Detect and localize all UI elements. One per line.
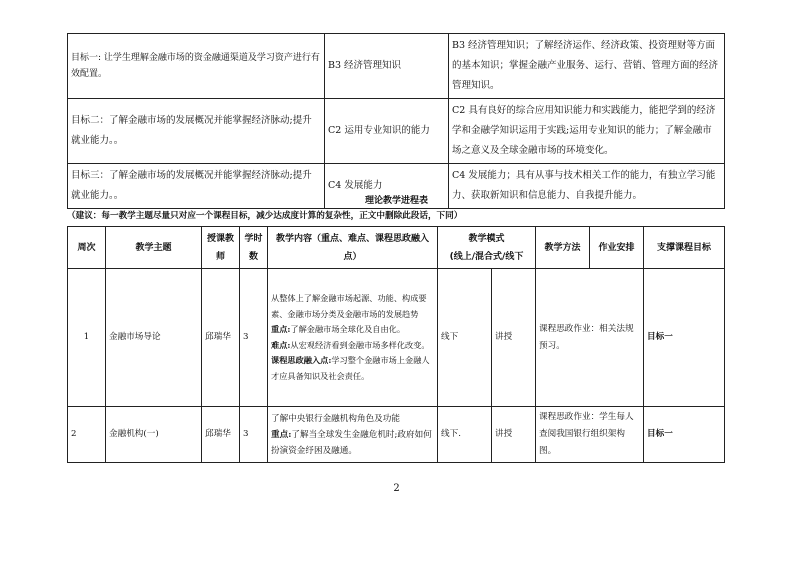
difficulty-label: 难点:	[271, 339, 291, 350]
table-row	[68, 407, 725, 463]
ideology-label: 课程思政融入点:	[271, 355, 332, 365]
header-mode-sub: (线上/混合式/线下	[449, 251, 524, 262]
goal-code: C4 发展能力	[325, 164, 449, 209]
content-cell	[268, 407, 438, 463]
goal-code: C2 运用专业知识的能力	[325, 99, 449, 164]
method-cell: 讲授	[492, 407, 536, 463]
week-cell: 2	[68, 407, 106, 463]
goal-row	[68, 99, 725, 164]
header-method: 教学方法	[536, 227, 590, 269]
teacher-cell: 邱瑞华	[202, 407, 240, 463]
homework-cell: 课程思政作业：学生每人查阅我国银行组织架构图。	[536, 407, 644, 463]
key-label: 重点:	[271, 429, 292, 440]
header-mode-title: 教学模式	[468, 233, 505, 244]
header-hours: 学时数	[240, 227, 268, 269]
mode-cell: 线下.	[438, 407, 492, 463]
teaching-schedule-table	[67, 226, 725, 463]
header-target: 支撑课程目标	[644, 227, 725, 269]
content-intro: 了解中央银行金融机构角色及功能	[271, 413, 400, 424]
teacher-cell: 邱瑞华	[202, 269, 240, 407]
goal-text: 目标三：了解金融市场的发展概况并能掌握经济脉动;提升就业能力。。	[68, 164, 325, 209]
goal-desc: C2 具有良好的综合应用知识能力和实践能力，能把学到的经济学和金融学知识运用于实践;运用专业知识的能力；了解金融市场之意义及全球金融市场的环境变化。	[449, 99, 725, 164]
table-row	[68, 269, 725, 407]
week-cell: 1	[68, 269, 106, 407]
page-number: 2	[393, 483, 400, 494]
content-key	[271, 427, 434, 459]
content-intro: 从整体上了解金融市场起源、功能、构成要素、金融市场分类及金融市场的发展趋势	[271, 293, 427, 319]
course-goals-table	[67, 33, 725, 209]
header-mode	[438, 227, 536, 269]
content-cell	[268, 269, 438, 407]
target-cell: 目标一	[644, 407, 725, 463]
header-row	[68, 227, 725, 269]
key-text: 了解当全球发生金融危机时;政府如何扮演资金纾困及融通。	[271, 429, 432, 456]
goal-row	[68, 34, 725, 99]
instruction-note: （建议：每一教学主题尽量只对应一个课程目标，减少达成度计算的复杂性，正文中删除此段话，下同）	[67, 211, 463, 221]
header-week: 周次	[68, 227, 106, 269]
hours-cell: 3	[240, 407, 268, 463]
header-content: 教学内容（重点、难点、课程思政融入点）	[268, 227, 438, 269]
goal-code: B3 经济管理知识	[325, 34, 449, 99]
header-teacher: 授课教师	[202, 227, 240, 269]
hours-cell: 3	[240, 269, 268, 407]
header-topic: 教学主题	[106, 227, 202, 269]
goal-desc: B3 经济管理知识；了解经济运作、经济政策、投资理财等方面的基本知识；掌握金融产业服务、运行、营销、管理方面的经济管理知识。	[449, 34, 725, 99]
topic-cell: 金融市场导论	[106, 269, 202, 407]
content-key	[271, 322, 434, 338]
difficulty-text: 从宏观经济看到金融市场多样化改变。	[290, 339, 430, 350]
topic-cell: 金融机构(一)	[106, 407, 202, 463]
method-cell: 讲授	[492, 269, 536, 407]
key-label: 重点:	[271, 324, 291, 334]
goal-desc: C4 发展能力；具有从事与技术相关工作的能力，有独立学习能力、获取新知识和信息能力、自我提升能力。	[449, 164, 725, 209]
goal-text: 目标一: 让学生理解金融市场的资金融通渠道及学习资产进行有效配置。	[68, 34, 325, 99]
content-ideology	[271, 353, 434, 384]
header-homework: 作业安排	[590, 227, 644, 269]
ideology-text: 学习整个金融市场上金融人才应具备知识及社会责任。	[271, 355, 430, 381]
table-caption: 理论教学进程表	[364, 196, 428, 206]
homework-cell: 课程思政作业：相关法规预习。	[536, 269, 644, 407]
goal-text: 目标二：了解金融市场的发展概况并能掌握经济脉动;提升就业能力。。	[68, 99, 325, 164]
content-difficulty	[271, 338, 434, 354]
target-cell: 目标一	[644, 269, 725, 407]
key-text: 了解金融市场全球化及自由化。	[290, 324, 406, 334]
mode-cell: 线下	[438, 269, 492, 407]
